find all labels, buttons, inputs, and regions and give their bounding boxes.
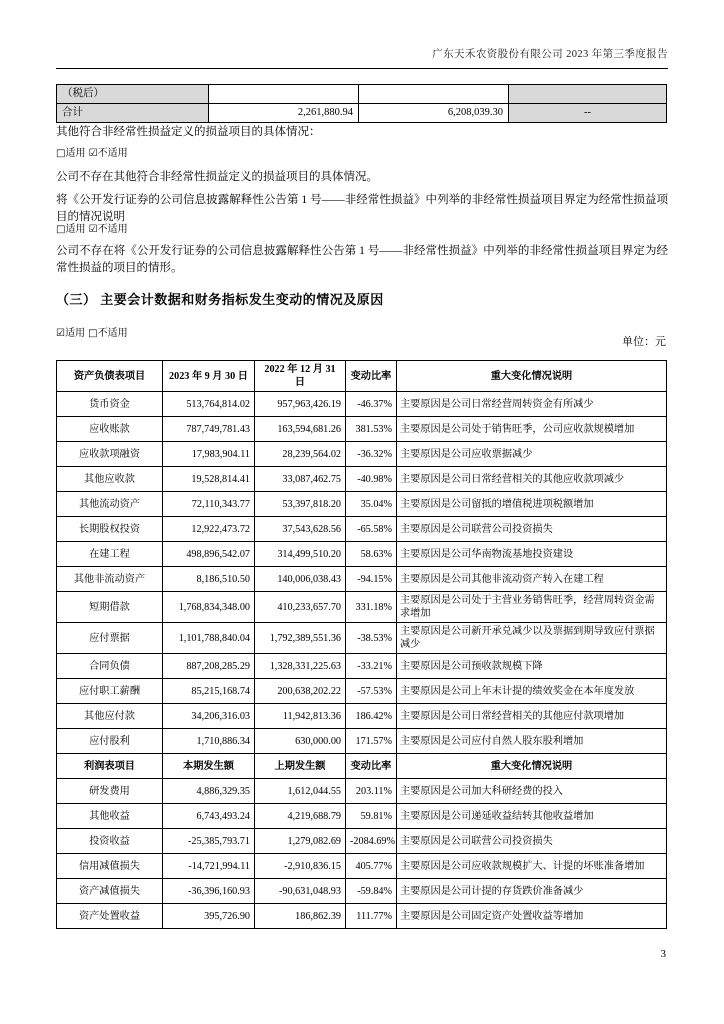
- cell-value-prior: 11,942,813.36: [255, 704, 346, 729]
- cell-value-prior: 1,612,044.55: [255, 779, 346, 804]
- checkbox-not-applicable-checked[interactable]: ☑不适用: [88, 148, 128, 159]
- cell-item: 应付票据: [57, 623, 163, 654]
- cell-change-rate: 111.77%: [346, 904, 397, 929]
- cell-explanation: 主要原因是公司应收票据减少: [397, 442, 667, 467]
- cell-value-current: 4,886,329.35: [163, 779, 255, 804]
- cell-item: 应付职工薪酬: [57, 679, 163, 704]
- row-value-1: 2,261,880.94: [209, 104, 359, 123]
- table-row: [57, 104, 667, 123]
- cell-value-prior: 163,594,681.26: [255, 417, 346, 442]
- row-value-3: [509, 85, 667, 104]
- table-row: [57, 729, 667, 754]
- cell-explanation: 主要原因是公司应收款规模扩大、计提的坏账准备增加: [397, 854, 667, 879]
- cell-item: 其他流动资产: [57, 492, 163, 517]
- cell-value-current: 34,206,316.03: [163, 704, 255, 729]
- table-row: [57, 779, 667, 804]
- row-label: （税后）: [57, 85, 209, 104]
- table-header-balance-sheet: [57, 361, 667, 392]
- cell-value-prior: 410,233,657.70: [255, 592, 346, 623]
- cell-change-rate: -57.53%: [346, 679, 397, 704]
- cell-value-current: -36,396,160.93: [163, 879, 255, 904]
- cell-item: 其他非流动资产: [57, 567, 163, 592]
- table-row: [57, 492, 667, 517]
- cell-explanation: 主要原因是公司预收款规模下降: [397, 654, 667, 679]
- cell-value-current: 85,215,168.74: [163, 679, 255, 704]
- cell-value-prior: 186,862.39: [255, 904, 346, 929]
- cell-explanation: 主要原因是公司固定资产处置收益等增加: [397, 904, 667, 929]
- cell-value-current: 395,726.90: [163, 904, 255, 929]
- row-value-2: [359, 85, 509, 104]
- cell-change-rate: -65.58%: [346, 517, 397, 542]
- cell-explanation: 主要原因是公司计提的存货跌价准备减少: [397, 879, 667, 904]
- row-value-2: 6,208,039.30: [359, 104, 509, 123]
- cell-explanation: 主要原因是公司联营公司投资损失: [397, 829, 667, 854]
- cell-explanation: 主要原因是公司上年末计提的绩效奖金在本年度发放: [397, 679, 667, 704]
- table-row: [57, 517, 667, 542]
- cell-change-rate: -40.98%: [346, 467, 397, 492]
- cell-value-prior: 1,328,331,225.63: [255, 654, 346, 679]
- table-row: [57, 392, 667, 417]
- cell-change-rate: -46.37%: [346, 392, 397, 417]
- table-row: [57, 829, 667, 854]
- cell-value-current: 8,186,510.50: [163, 567, 255, 592]
- cell-change-rate: 59.81%: [346, 804, 397, 829]
- cell-item: 合同负债: [57, 654, 163, 679]
- cell-value-prior: 200,638,202.22: [255, 679, 346, 704]
- cell-item: 资产处置收益: [57, 904, 163, 929]
- col-header-period-current: 2023 年 9 月 30 日: [163, 361, 255, 392]
- cell-value-current: 17,983,904.11: [163, 442, 255, 467]
- col-header-amount-current: 本期发生额: [163, 754, 255, 779]
- row-label: 合计: [57, 104, 209, 123]
- cell-item: 其他应付款: [57, 704, 163, 729]
- cell-item: 在建工程: [57, 542, 163, 567]
- table-row: [57, 679, 667, 704]
- cell-item: 其他收益: [57, 804, 163, 829]
- financial-variation-table: [56, 360, 667, 929]
- cell-change-rate: 58.63%: [346, 542, 397, 567]
- cell-value-prior: 28,239,564.02: [255, 442, 346, 467]
- cell-item: 货币资金: [57, 392, 163, 417]
- col-header-change-rate: 变动比率: [346, 361, 397, 392]
- cell-item: 投资收益: [57, 829, 163, 854]
- table-header-income-statement: [57, 754, 667, 779]
- cell-explanation: 主要原因是公司日常经营周转资金有所减少: [397, 392, 667, 417]
- checkbox-not-applicable-checked[interactable]: ☑不适用: [88, 224, 128, 235]
- cell-explanation: 主要原因是公司日常经营相关的其他应收款项减少: [397, 467, 667, 492]
- cell-value-current: -14,721,994.11: [163, 854, 255, 879]
- cell-value-prior: 1,279,082.69: [255, 829, 346, 854]
- cell-explanation: 主要原因是公司递延收益结转其他收益增加: [397, 804, 667, 829]
- cell-explanation: 主要原因是公司处于主营业务销售旺季，经营周转资金需求增加: [397, 592, 667, 623]
- cell-value-current: 498,896,542.07: [163, 542, 255, 567]
- row-value-3: --: [509, 104, 667, 123]
- cell-item: 信用减值损失: [57, 854, 163, 879]
- cell-change-rate: 381.53%: [346, 417, 397, 442]
- col-header-amount-prior: 上期发生额: [255, 754, 346, 779]
- cell-explanation: 主要原因是公司留抵的增值税进项税额增加: [397, 492, 667, 517]
- table-row: [57, 542, 667, 567]
- cell-explanation: 主要原因是公司应付自然人股东股利增加: [397, 729, 667, 754]
- cell-explanation: 主要原因是公司华南物流基地投资建设: [397, 542, 667, 567]
- cell-explanation: 主要原因是公司其他非流动资产转入在建工程: [397, 567, 667, 592]
- col-header-period-prior: 2022 年 12 月 31 日: [255, 361, 346, 392]
- cell-change-rate: 35.04%: [346, 492, 397, 517]
- cell-change-rate: -38.53%: [346, 623, 397, 654]
- cell-value-current: 19,528,814.41: [163, 467, 255, 492]
- paragraph-other-nonrecurring-intro: 其他符合非经常性损益定义的损益项目的具体情况：: [56, 126, 321, 138]
- cell-value-prior: 140,006,038.43: [255, 567, 346, 592]
- cell-change-rate: -36.32%: [346, 442, 397, 467]
- nonrecurring-total-table: [56, 84, 667, 123]
- table-row: [57, 417, 667, 442]
- applicability-line-2: [56, 221, 668, 238]
- cell-value-prior: -90,631,048.93: [255, 879, 346, 904]
- table-row: [57, 904, 667, 929]
- checkbox-not-applicable[interactable]: □不适用: [88, 328, 128, 339]
- cell-value-current: 787,749,781.43: [163, 417, 255, 442]
- table-row: [57, 467, 667, 492]
- cell-value-current: 1,101,788,840.04: [163, 623, 255, 654]
- cell-value-current: 72,110,343.77: [163, 492, 255, 517]
- cell-change-rate: 186.42%: [346, 704, 397, 729]
- cell-explanation: 主要原因是公司新开承兑减少以及票据到期导致应付票据减少: [397, 623, 667, 654]
- table-row: [57, 654, 667, 679]
- cell-value-prior: 630,000.00: [255, 729, 346, 754]
- cell-value-current: 6,743,493.24: [163, 804, 255, 829]
- cell-item: 应付股利: [57, 729, 163, 754]
- col-header-item: 利润表项目: [57, 754, 163, 779]
- table-row: [57, 442, 667, 467]
- cell-explanation: 主要原因是公司处于销售旺季，公司应收款规模增加: [397, 417, 667, 442]
- checkbox-applicable-checked[interactable]: ☑适用: [56, 328, 89, 339]
- paragraph-no-other-items: 公司不存在其他符合非经常性损益定义的损益项目的具体情况。: [56, 171, 378, 183]
- checkbox-applicable[interactable]: □适用: [56, 148, 89, 159]
- table-row: [57, 623, 667, 654]
- paragraph-reclassification-intro: 将《公开发行证券的公司信息披露解释性公告第 1 号——非经常性损益》中列举的非经常性损益项目界定为经常性损益项目的情况说明: [56, 194, 668, 223]
- cell-value-current: 887,208,285.29: [163, 654, 255, 679]
- cell-value-current: -25,385,793.71: [163, 829, 255, 854]
- section-heading-three: （三） 主要会计数据和财务指标发生变动的情况及原因: [56, 292, 384, 307]
- cell-value-current: 1,768,834,348.00: [163, 592, 255, 623]
- running-header: 广东天禾农资股份有限公司 2023 年第三季度报告: [432, 49, 668, 60]
- cell-change-rate: 331.18%: [346, 592, 397, 623]
- cell-change-rate: -2084.69%: [346, 829, 397, 854]
- cell-change-rate: -33.21%: [346, 654, 397, 679]
- table-row: [57, 704, 667, 729]
- checkbox-applicable[interactable]: □适用: [56, 224, 89, 235]
- cell-item: 长期股权投资: [57, 517, 163, 542]
- row-value-1: [209, 85, 359, 104]
- col-header-explanation: 重大变化情况说明: [397, 754, 667, 779]
- col-header-explanation: 重大变化情况说明: [397, 361, 667, 392]
- paragraph-no-reclassification: 公司不存在将《公开发行证券的公司信息披露解释性公告第 1 号——非经常性损益》中列举的非经常性损益项目界定为经常性损益的项目的情形。: [56, 245, 668, 274]
- cell-value-prior: 4,219,688.79: [255, 804, 346, 829]
- table-row: [57, 85, 667, 104]
- cell-item: 短期借款: [57, 592, 163, 623]
- cell-value-prior: 957,963,426.19: [255, 392, 346, 417]
- cell-value-prior: 314,499,510.20: [255, 542, 346, 567]
- unit-label: 单位：元: [622, 336, 666, 348]
- cell-value-prior: 53,397,818.20: [255, 492, 346, 517]
- cell-item: 其他应收款: [57, 467, 163, 492]
- cell-value-prior: 37,543,628.56: [255, 517, 346, 542]
- table-row: [57, 879, 667, 904]
- table-row: [57, 567, 667, 592]
- table-row: [57, 804, 667, 829]
- cell-value-prior: -2,910,836.15: [255, 854, 346, 879]
- cell-value-current: 12,922,473.72: [163, 517, 255, 542]
- cell-explanation: 主要原因是公司日常经营相关的其他应付款项增加: [397, 704, 667, 729]
- col-header-item: 资产负债表项目: [57, 361, 163, 392]
- table-row: [57, 854, 667, 879]
- cell-item: 应收账款: [57, 417, 163, 442]
- cell-change-rate: 171.57%: [346, 729, 397, 754]
- cell-value-current: 513,764,814.02: [163, 392, 255, 417]
- cell-explanation: 主要原因是公司联营公司投资损失: [397, 517, 667, 542]
- cell-item: 研发费用: [57, 779, 163, 804]
- page-number: 3: [660, 948, 666, 960]
- applicability-line-1: [56, 145, 668, 162]
- cell-change-rate: 203.11%: [346, 779, 397, 804]
- cell-item: 资产减值损失: [57, 879, 163, 904]
- cell-change-rate: 405.77%: [346, 854, 397, 879]
- cell-value-prior: 1,792,389,551.36: [255, 623, 346, 654]
- cell-value-current: 1,710,886.34: [163, 729, 255, 754]
- cell-change-rate: -94.15%: [346, 567, 397, 592]
- cell-item: 应收款项融资: [57, 442, 163, 467]
- cell-explanation: 主要原因是公司加大科研经费的投入: [397, 779, 667, 804]
- col-header-change-rate: 变动比率: [346, 754, 397, 779]
- table-row: [57, 592, 667, 623]
- cell-change-rate: -59.84%: [346, 879, 397, 904]
- header-rule: [56, 68, 668, 69]
- cell-value-prior: 33,087,462.75: [255, 467, 346, 492]
